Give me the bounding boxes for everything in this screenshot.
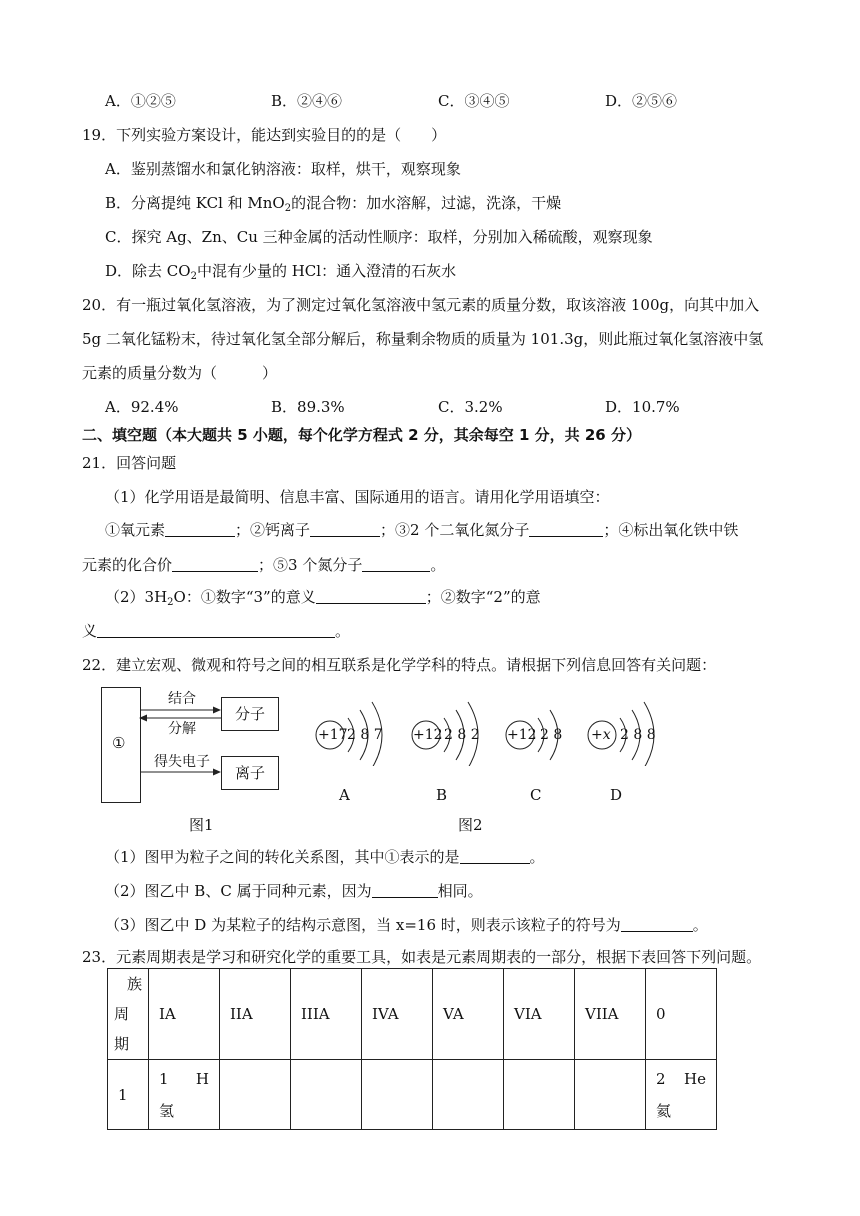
q19-option-d: D．除去 $CO_2$中混有少量的 HCl：通入澄清的石灰水 bbox=[105, 262, 457, 282]
answer-blank bbox=[172, 556, 258, 572]
q19-stem: 19．下列实验方案设计，能达到实验目的的是（ ） bbox=[82, 126, 447, 144]
q23-stem: 23．元素周期表是学习和研究化学的重要工具，如表是元素周期表的一部分，根据下表回答下列问题。 bbox=[82, 948, 762, 966]
atom-b-shells: 2 8 2 bbox=[444, 727, 480, 743]
q21-part1-items: ①氧元素 ；②钙离子 ；③2 个二氧化氮分子 ；④标出氧化铁中铁 bbox=[105, 521, 739, 539]
group-header-iia: IIA bbox=[220, 969, 291, 1060]
answer-blank bbox=[529, 521, 603, 537]
q18-option-d: D．②⑤⑥ bbox=[605, 92, 678, 110]
group-header-via: VIA bbox=[504, 969, 575, 1060]
q20-option-a: A．92.4% bbox=[105, 398, 179, 416]
q20-option-c: C．3.2% bbox=[438, 398, 503, 416]
atom-b-nucleus: +12 bbox=[413, 727, 443, 743]
q22-sub2: （2）图乙中 B、C 属于同种元素，因为 相同。 bbox=[105, 882, 483, 900]
group-header-iiia: IIIA bbox=[291, 969, 362, 1060]
q18-option-a: A．①②⑤ bbox=[105, 92, 176, 110]
q21-part2: $(2)3H_2O$：①数字“3”的意义 ；②数字“2”的意 bbox=[105, 588, 541, 608]
answer-blank bbox=[165, 521, 235, 537]
group-header-iva: IVA bbox=[362, 969, 433, 1060]
atom-c-label: C bbox=[530, 786, 542, 804]
q18-option-c: C．③④⑤ bbox=[438, 92, 510, 110]
section-title: 二、填空题（本大题共 5 小题，每个化学方程式 2 分，其余每空 1 分，共 26 分） bbox=[82, 426, 641, 444]
atom-a-label: A bbox=[339, 786, 350, 804]
atom-b-label: B bbox=[436, 786, 448, 804]
group-header-viia: VIIA bbox=[575, 969, 646, 1060]
q20-line2: 5g 二氧化锰粉末，待过氧化氢全部分解后，称量剩余物质的质量为 101.3g，则此瓶过氧化氢溶液中氢 bbox=[82, 330, 764, 348]
q22-stem: 22．建立宏观、微观和符号之间的相互联系是化学学科的特点。请根据下列信息回答有关问题： bbox=[82, 656, 717, 674]
q20-option-b: B．89.3% bbox=[271, 398, 345, 416]
answer-blank bbox=[97, 622, 335, 638]
atom-c-nucleus: +12 bbox=[507, 727, 537, 743]
q20-line3: 元素的质量分数为（ ） bbox=[82, 364, 278, 382]
fig1-caption: 图1 bbox=[189, 816, 214, 834]
atom-d-label: D bbox=[610, 786, 623, 804]
empty-cell bbox=[433, 1060, 504, 1130]
fig1-ion-label: 离子 bbox=[235, 764, 266, 782]
answer-blank bbox=[362, 556, 430, 572]
q20-option-d: D．10.7% bbox=[605, 398, 680, 416]
fig2-caption: 图2 bbox=[458, 816, 483, 834]
atom-c-shells: 2 8 bbox=[540, 727, 563, 743]
element-cell-he: 2 He 氦 bbox=[646, 1060, 717, 1130]
empty-cell bbox=[220, 1060, 291, 1130]
answer-blank bbox=[460, 848, 530, 864]
answer-blank bbox=[372, 882, 438, 898]
q20-line1: 20．有一瓶过氧化氢溶液，为了测定过氧化氢溶液中氢元素的质量分数，取该溶液 100g，向其中加入 bbox=[82, 296, 760, 314]
q21-part2-cont: 义 。 bbox=[82, 622, 351, 640]
group-header-va: VA bbox=[433, 969, 504, 1060]
q19-option-b: B．分离提纯 KCl 和 MnO$_2$的混合物：加水溶解，过滤，洗涤，干燥 bbox=[105, 194, 562, 214]
atom-a-shells: 2 8 7 bbox=[347, 727, 383, 743]
q19-option-a: A．鉴别蒸馏水和氯化钠溶液：取样，烘干，观察现象 bbox=[105, 160, 461, 178]
fig1-molecule-label: 分子 bbox=[235, 705, 266, 723]
empty-cell bbox=[504, 1060, 575, 1130]
empty-cell bbox=[291, 1060, 362, 1130]
fig1-circled-one: ① bbox=[112, 734, 126, 752]
q21-part1-items-cont: 元素的化合价 ；⑤3 个氮分子 。 bbox=[82, 556, 446, 574]
fig1-arrows bbox=[138, 700, 224, 780]
group-header-0: 0 bbox=[646, 969, 717, 1060]
fig1-combine-label: 结合 bbox=[168, 691, 196, 707]
fig1-gain-lose-label: 得失电子 bbox=[154, 754, 210, 770]
fig1-decompose-label: 分解 bbox=[168, 721, 196, 737]
period-label-1: 1 bbox=[108, 1060, 149, 1130]
group-header-ia: IA bbox=[149, 969, 220, 1060]
q18-option-b: B．②④⑥ bbox=[271, 92, 343, 110]
atom-a-nucleus: +17 bbox=[318, 727, 348, 743]
answer-blank bbox=[621, 916, 693, 932]
q21-part1-text: （1）化学用语是最简明、信息丰富、国际通用的语言。请用化学用语填空： bbox=[105, 488, 610, 506]
q19-option-c: C．探究 Ag、Zn、Cu 三种金属的活动性顺序：取样，分别加入稀硫酸，观察现象 bbox=[105, 228, 653, 246]
element-cell-h: 1 H 氢 bbox=[149, 1060, 220, 1130]
atom-d-nucleus: +x bbox=[591, 727, 611, 743]
empty-cell bbox=[362, 1060, 433, 1130]
periodic-table bbox=[107, 968, 717, 1130]
answer-blank bbox=[310, 521, 380, 537]
table-corner-cell: 族 周期 bbox=[108, 969, 149, 1060]
answer-blank bbox=[316, 588, 426, 604]
empty-cell bbox=[575, 1060, 646, 1130]
q22-sub1: （1）图甲为粒子之间的转化关系图，其中①表示的是 。 bbox=[105, 848, 545, 866]
q22-sub3: （3）图乙中 D 为某粒子的结构示意图，当 x=16 时，则表示该粒子的符号为 。 bbox=[105, 916, 708, 934]
atom-d-shells: 2 8 8 bbox=[620, 727, 656, 743]
q21-stem: 21．回答问题 bbox=[82, 454, 177, 472]
